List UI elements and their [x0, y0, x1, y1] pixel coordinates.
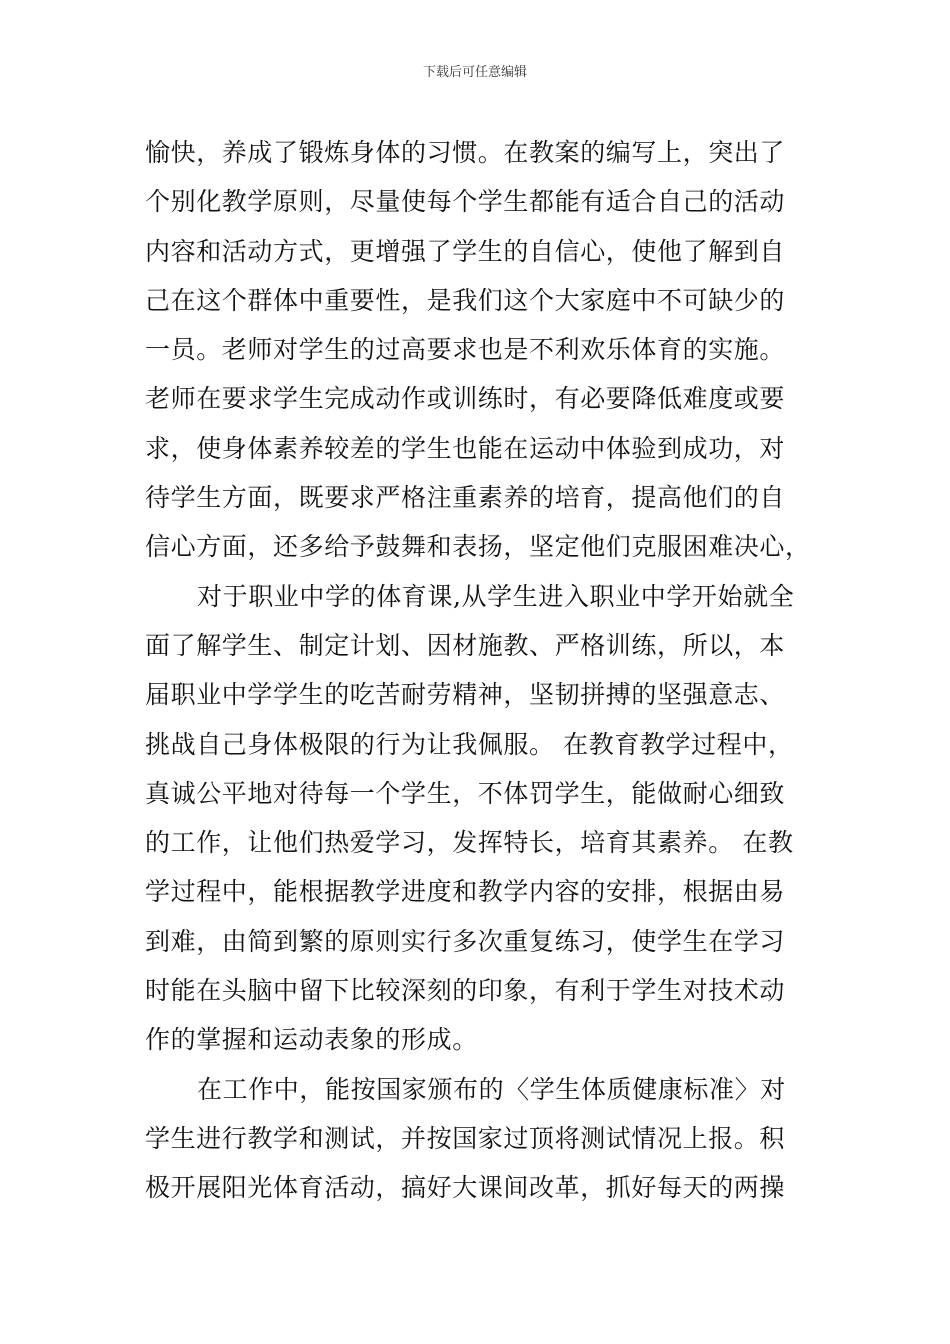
text-line: 一员。老师对学生的过高要求也是不利欢乐体育的实施。: [145, 335, 786, 365]
text-line: 己在这个群体中重要性，是我们这个大家庭中不可缺少的: [145, 285, 786, 315]
text-line: 面了解学生、制定计划、因材施教、严格训练，所以，本: [145, 630, 786, 660]
text-line: 对于职业中学的体育课,从学生进入职业中学开始就全: [197, 581, 795, 611]
text-line: 极开展阳光体育活动，搞好大课间改革，抓好每天的两操: [145, 1173, 786, 1203]
text-line: 个别化教学原则，尽量使每个学生都能有适合自己的活动: [145, 187, 786, 217]
text-line: 挑战自己身体极限的行为让我佩服。 在教育教学过程中，: [145, 729, 794, 759]
text-line: 待学生方面，既要求严格注重素养的培育，提高他们的自: [145, 483, 786, 513]
text-line: 信心方面，还多给予鼓舞和表扬，坚定他们克服困难决心，: [145, 532, 811, 562]
text-line: 学生进行教学和测试，并按国家过顶将测试情况上报。积: [145, 1123, 786, 1153]
text-line: 在工作中，能按国家颁布的〈学生体质健康标准〉对: [197, 1074, 786, 1104]
text-line: 作的掌握和运动表象的形成。: [145, 1025, 478, 1055]
text-line: 愉快，养成了锻炼身体的习惯。在教案的编写上，突出了: [145, 138, 786, 167]
text-line: 届职业中学学生的吃苦耐劳精神，坚韧拼搏的坚强意志、: [145, 680, 786, 710]
document-body: [145, 128, 810, 1213]
text-line: 学过程中，能根据教学进度和教学内容的安排，根据由易: [145, 877, 786, 907]
text-line: 真诚公平地对待每一个学生，不体罚学生，能做耐心细致: [145, 778, 786, 808]
text-line: 内容和活动方式，更增强了学生的自信心，使他了解到自: [145, 236, 786, 266]
text-line: 到难，由简到繁的原则实行多次重复练习，使学生在学习: [145, 926, 786, 956]
text-line: 的工作，让他们热爱学习，发挥特长，培育其素养。 在教: [145, 828, 794, 858]
text-line: 老师在要求学生完成动作或训练时，有必要降低难度或要: [145, 384, 786, 414]
text-line: 求，使身体素养较差的学生也能在运动中体验到成功，对: [145, 433, 786, 463]
text-line: 时能在头脑中留下比较深刻的印象，有利于学生对技术动: [145, 976, 786, 1006]
page-header: 下载后可任意编辑: [422, 65, 527, 80]
